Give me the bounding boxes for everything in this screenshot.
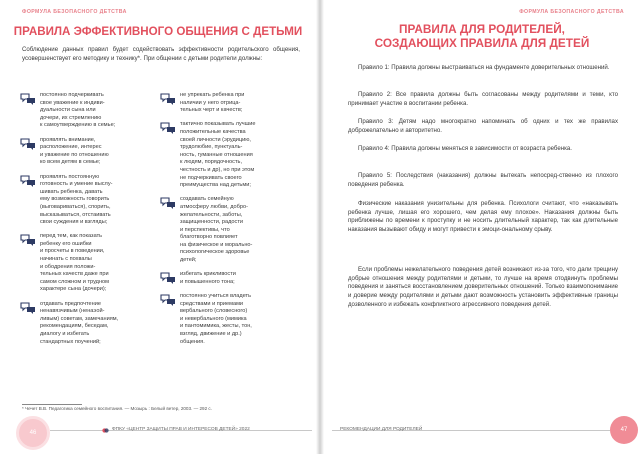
speech-bubbles-icon — [160, 122, 176, 134]
footer-text: РЕКОМЕНДАЦИИ ДЛЯ РОДИТЕЛЕЙ — [340, 427, 423, 432]
speech-bubbles-icon — [160, 272, 176, 284]
list-item-text: перед тем, как показать ребенку его ошибки и просчеты в поведении, начинать с похвалы и ободрения положи- тельных качеств даже при самом сложном и трудном характере сына (дочери); — [40, 233, 109, 293]
running-header: ФОРМУЛА БЕЗОПАСНОГО ДЕТСТВА — [519, 9, 624, 15]
footnote-divider — [22, 404, 82, 405]
list-item — [160, 196, 292, 264]
footer-text: ФПКУ «ЦЕНТР ЗАЩИТЫ ПРАВ И ИНТЕРЕСОВ ДЕТЕЙ» 2022 — [112, 427, 250, 432]
page-number: 46 — [29, 430, 37, 436]
list-item — [160, 121, 292, 189]
list-item-text: избегать крикливости и повышенного тона; — [180, 271, 236, 285]
page-title-line-2: СОЗДАЮЩИХ ПРАВИЛА ДЛЯ ДЕТЕЙ — [374, 36, 590, 50]
body-paragraph: Физические наказания унизительны для ребенка. Психологи считают, что «наказывать ребенка лучше, лишая его хорошего, чем делая ему плохое». Наказания должны быть приближены по времени к проступку и не носить длительный характер, так как длительные наказания вызывают обиду и могут привести к эмоци-ональному срыву. — [348, 200, 618, 234]
list-item — [20, 92, 152, 130]
bullet-column-2 — [160, 92, 292, 353]
list-item — [20, 233, 152, 294]
page-number-badge — [16, 416, 50, 450]
list-item-text: постоянно учиться владеть средствами и приемами вербального (словесного) и невербального (мимика и пантомимика, жесты, тон, взгляд, движение и др.) общения. — [180, 293, 252, 345]
running-header: ФОРМУЛА БЕЗОПАСНОГО ДЕТСТВА — [22, 9, 127, 15]
list-item-text: отдавать предпочтение ненавязчивым (ненаэой- ливым) советам, замечаниям, рекомендациям, беседам, диалогу и избегать стандартных поучений; — [40, 300, 119, 345]
bullet-column-1 — [20, 92, 152, 353]
list-item — [20, 174, 152, 227]
organization-logo-icon — [102, 427, 109, 434]
list-item-text: не упрекать ребенка при наличии у него отрица- тельных черт и качеств; — [180, 92, 245, 114]
rule-paragraph: Правило 2: Все правила должны быть согласованы между родителями и теми, кто принимает участие в воспитании ребенка. — [348, 91, 618, 107]
list-item — [20, 137, 152, 167]
left-page — [0, 0, 316, 454]
rule-paragraph: Правило 4: Правила должны меняться в зависимости от возраста ребенка. — [358, 145, 572, 152]
right-page — [324, 0, 640, 454]
page-title — [334, 22, 630, 50]
speech-bubbles-icon — [160, 294, 176, 306]
list-item-text: создавать семейную атмосферу любви, добро- желательности, заботы, защищенности, радости и перспективы, что благотворно повлияет на физическое и морально- психологическое здоровье детей; — [180, 196, 253, 264]
list-item-text: проявлять постоянную готовность и умение выслу- шивать ребенка, давать ему возможность говорить (выговариваться), спорить, высказываться, отстаивать свои суждения и взгляды; — [40, 173, 113, 226]
speech-bubbles-icon — [20, 138, 36, 150]
page-number-badge — [610, 416, 638, 444]
footnote: * Чечет В.В. Педагогика семейного воспитания. — Мозырь : Белый ветер, 2003. — 292 с. — [22, 406, 212, 411]
rule-paragraph: Правило 5: Последствия (наказания) должны вытекать непосред-ственно из плохого поведения ребенка. — [348, 172, 618, 188]
list-item — [160, 271, 292, 286]
list-item-text: постоянно подчеркивать свое уважение к индиви- дуальности сына или дочери, их стремлению к самоутверждению в семье; — [40, 92, 116, 129]
list-item — [20, 301, 152, 347]
speech-bubbles-icon — [20, 175, 36, 187]
speech-bubbles-icon — [20, 302, 36, 314]
page-title: ПРАВИЛА ЭФФЕКТИВНОГО ОБЩЕНИЯ С ДЕТЬМИ — [13, 25, 303, 38]
list-item — [160, 92, 292, 115]
list-item-text: тактично показывать лучшие положительные качества своей личности (эрудицию, трудолюбие, пунктуаль- ность, гуманные отношения к людям, порядочность, честность и др), но при этом не подчеркивать своего преимущества над детьми; — [180, 121, 256, 189]
speech-bubbles-icon — [160, 197, 176, 209]
list-item-text: проявлять внимание, расположение, интерес и уважение по отношению ко всем детям в семье; — [40, 136, 109, 166]
rule-paragraph: Правило 1: Правила должны выстраиваться на фундаменте доверительных отношений. — [358, 64, 610, 71]
rule-paragraph: Правило 3: Детям надо многократно напоминать об одних и тех же правилах доброжелательно и авторитетно. — [348, 118, 618, 134]
speech-bubbles-icon — [20, 234, 36, 246]
page-title-line-1: ПРАВИЛА ДЛЯ РОДИТЕЛЕЙ, — [399, 22, 565, 36]
list-item — [160, 293, 292, 346]
speech-bubbles-icon — [20, 93, 36, 105]
intro-paragraph: Соблюдение данных правил будет содействовать эффективности родительского общения, усовершенствует его методику и технику*. При общении с детьми родители должны: — [22, 46, 300, 62]
page-number: 47 — [620, 427, 628, 433]
body-paragraph: Если проблемы нежелательного поведения детей возникают из-за того, что дали трещину добрые отношения между родителями и детьми, то лучше на время отодвинуть проблемы поведения и заняться восстановлением доверительных отношений. Только взаимопонимание и доверие между родителями и детьми дают возможность установить эффективные границы дозволенного и избежать конфликтного агрессивного поведения детей. — [348, 266, 618, 308]
speech-bubbles-icon — [160, 93, 176, 105]
